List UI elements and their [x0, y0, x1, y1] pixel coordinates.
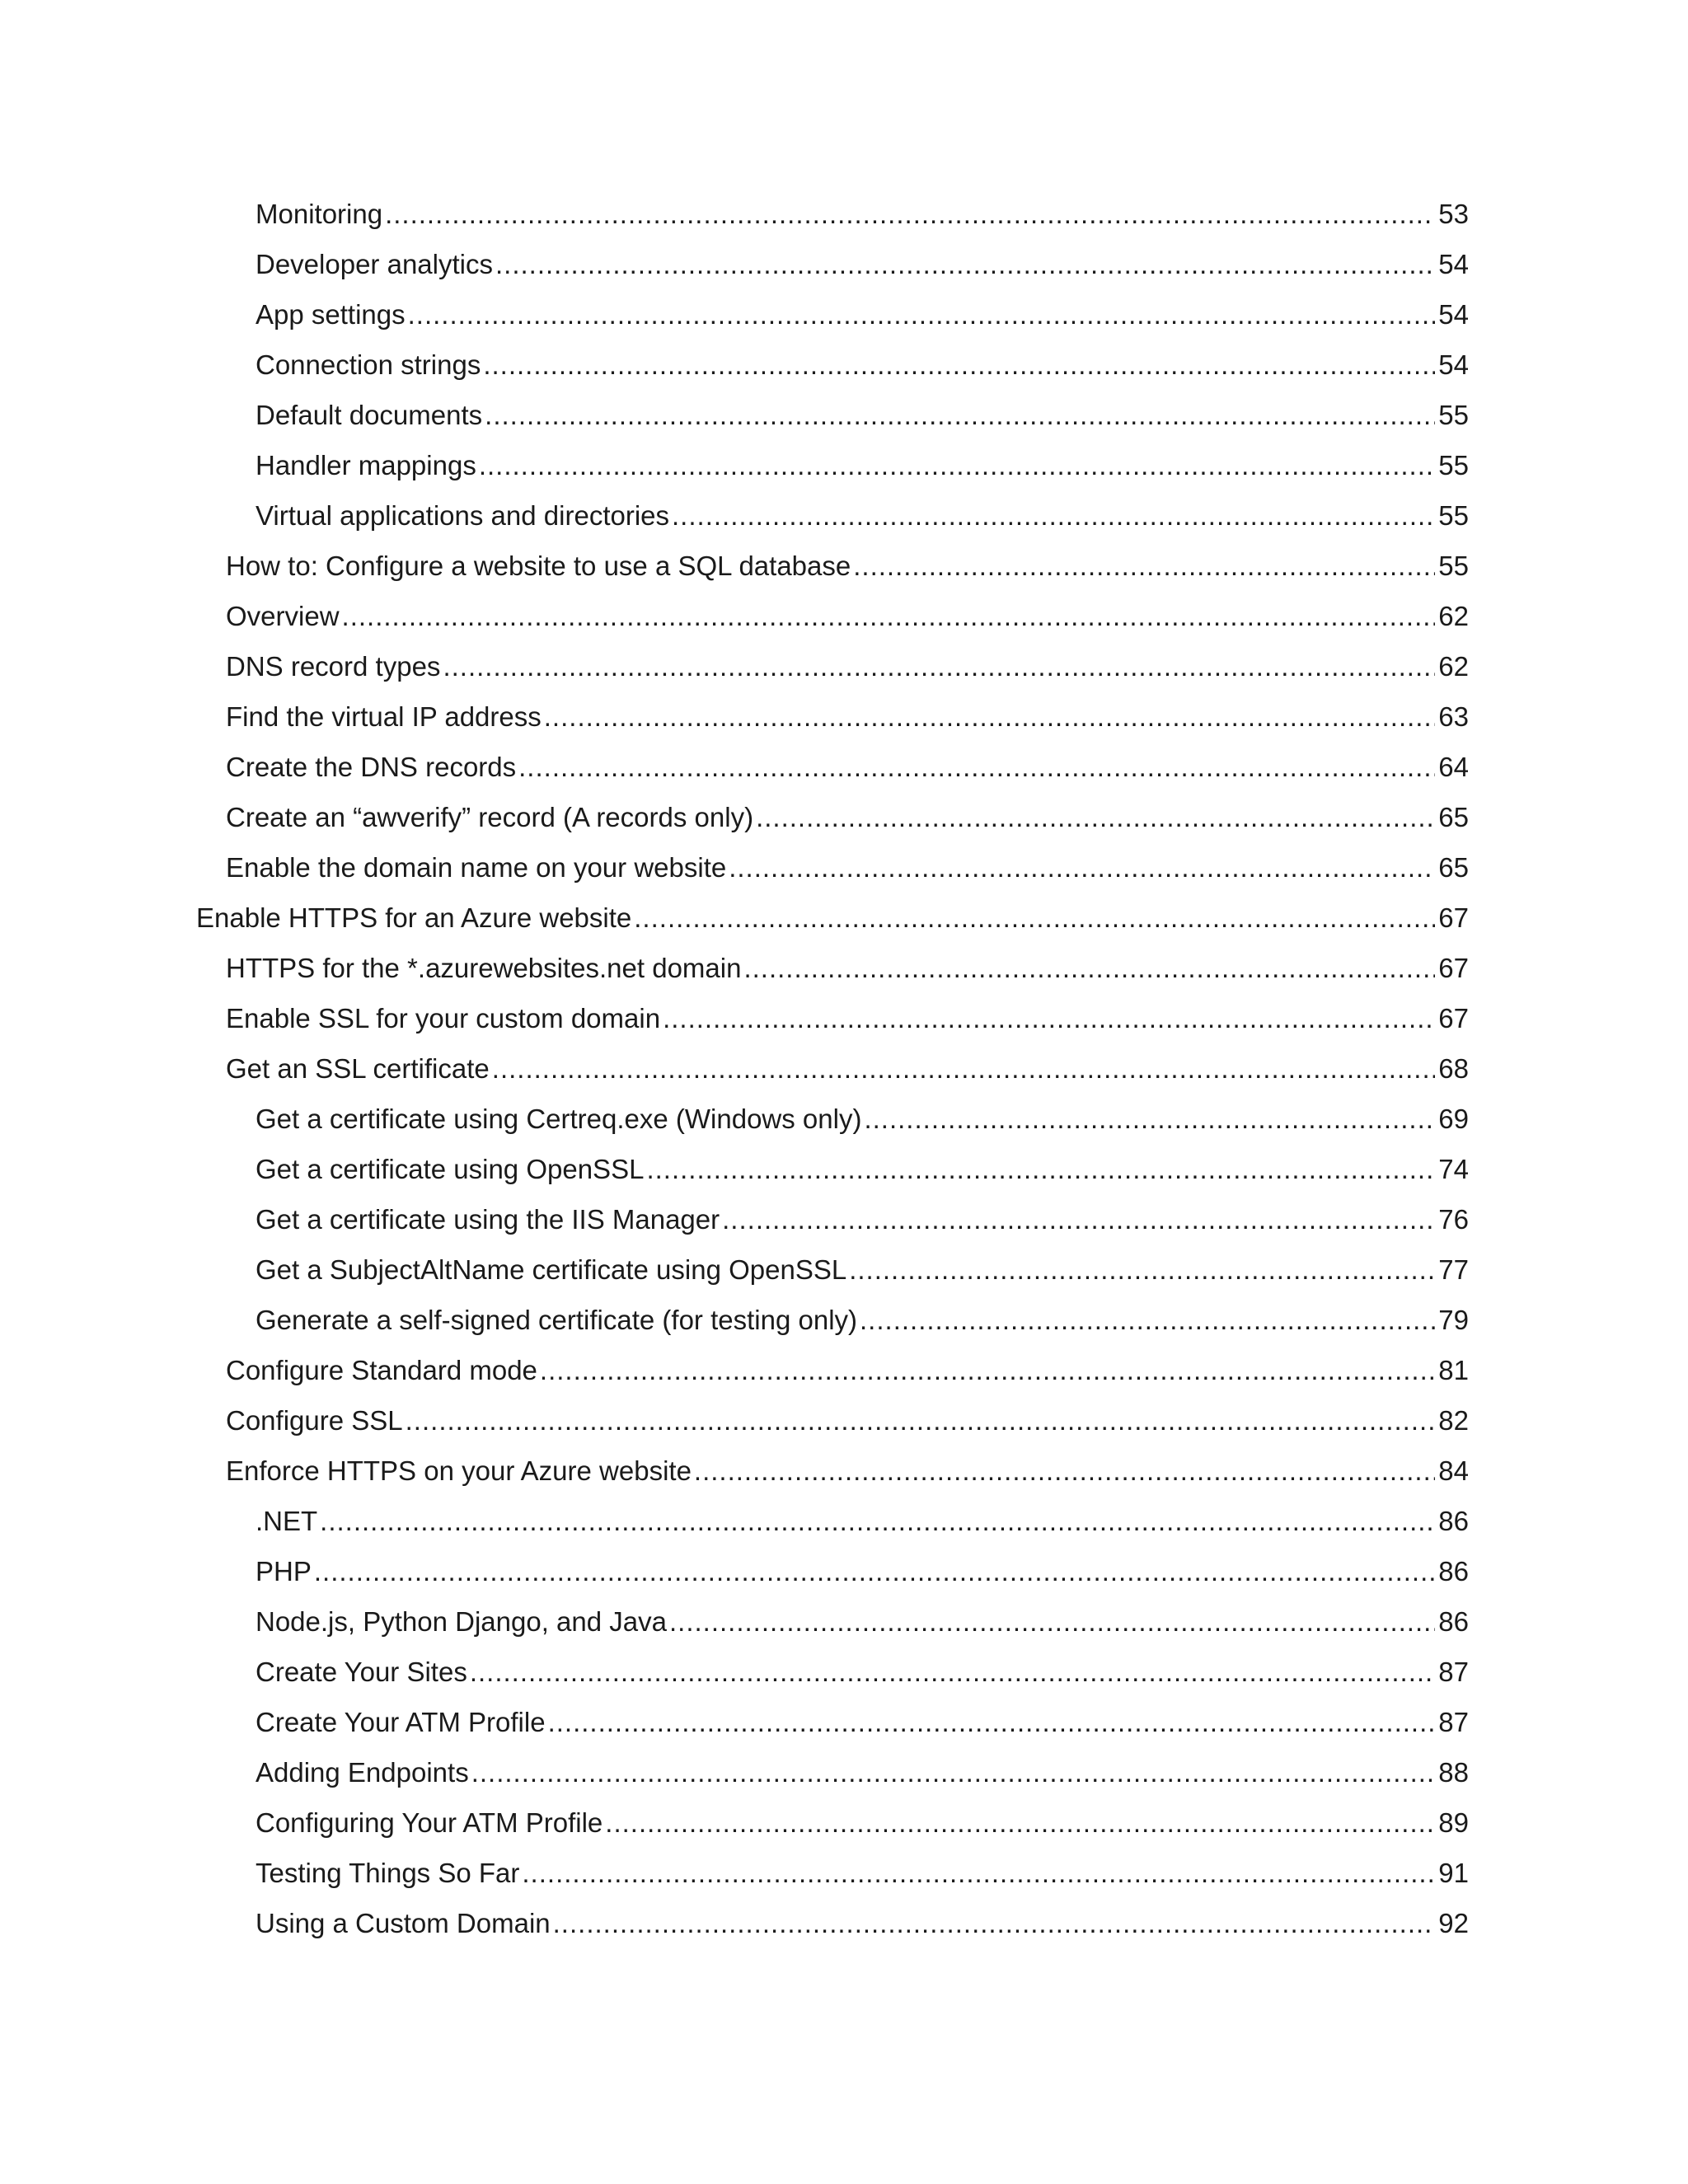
toc-entry-title: Enforce HTTPS on your Azure website [226, 1455, 692, 1486]
toc-entry-page-number: 55 [1438, 450, 1469, 480]
toc-entry[interactable] [256, 340, 1469, 390]
toc-entry[interactable] [226, 993, 1469, 1043]
toc-entry-page-number: 81 [1438, 1355, 1469, 1385]
toc-entry-page-number: 86 [1438, 1556, 1469, 1586]
toc-entry[interactable] [256, 1747, 1469, 1797]
toc-entry-title: Monitoring [256, 199, 383, 229]
toc-entry[interactable] [226, 1446, 1469, 1496]
toc-entry-title: Get a SubjectAltName certificate using OpenSSL [256, 1254, 847, 1285]
toc-dot-leader [864, 1094, 1435, 1144]
toc-entry[interactable] [256, 189, 1469, 239]
toc-entry-title: Create an “awverify” record (A records only) [226, 802, 754, 832]
toc-entry[interactable] [256, 1596, 1469, 1647]
toc-entry-title: Overview [226, 601, 340, 631]
toc-dot-leader [342, 591, 1435, 641]
toc-entry-page-number: 92 [1438, 1908, 1469, 1938]
toc-dot-leader [849, 1244, 1435, 1295]
toc-entry[interactable] [226, 842, 1469, 893]
toc-entry-title: Create the DNS records [226, 752, 517, 782]
toc-entry-page-number: 55 [1438, 500, 1469, 531]
toc-entry-title: DNS record types [226, 651, 441, 682]
toc-dot-leader [470, 1647, 1435, 1697]
toc-entry[interactable] [226, 1395, 1469, 1446]
toc-entry-title: Configuring Your ATM Profile [256, 1807, 603, 1838]
toc-entry[interactable] [256, 390, 1469, 440]
toc-dot-leader [471, 1747, 1435, 1797]
toc-entry[interactable] [256, 289, 1469, 340]
toc-entry[interactable] [226, 1043, 1469, 1094]
toc-entry[interactable] [256, 1094, 1469, 1144]
toc-entry-title: Enable SSL for your custom domain [226, 1003, 661, 1033]
toc-entry[interactable] [256, 490, 1469, 541]
toc-entry-title: Enable HTTPS for an Azure website [196, 902, 632, 933]
toc-entry-title: Get a certificate using Certreq.exe (Windows only) [256, 1104, 862, 1134]
toc-dot-leader [756, 792, 1435, 842]
toc-entry-page-number: 53 [1438, 199, 1469, 229]
toc-dot-leader [544, 691, 1435, 742]
toc-entry-title: Developer analytics [256, 249, 493, 279]
toc-entry-title: Testing Things So Far [256, 1858, 520, 1888]
toc-entry-title: PHP [256, 1556, 312, 1586]
toc-dot-leader [669, 1596, 1435, 1647]
toc-entry-page-number: 82 [1438, 1405, 1469, 1436]
toc-entry-page-number: 68 [1438, 1053, 1469, 1084]
toc-entry-title: Handler mappings [256, 450, 476, 480]
toc-entry-page-number: 65 [1438, 802, 1469, 832]
toc-entry-page-number: 65 [1438, 852, 1469, 883]
toc-dot-leader [492, 1043, 1435, 1094]
toc-entry-title: Configure Standard mode [226, 1355, 537, 1385]
toc-entry[interactable] [226, 792, 1469, 842]
toc-entry-page-number: 54 [1438, 299, 1469, 330]
toc-dot-leader [385, 189, 1435, 239]
toc-entry-title: Enable the domain name on your website [226, 852, 727, 883]
toc-entry-page-number: 64 [1438, 752, 1469, 782]
toc-dot-leader [518, 742, 1435, 792]
toc-entry-title: HTTPS for the *.azurewebsites.net domain [226, 953, 742, 983]
toc-entry-title: Create Your Sites [256, 1657, 467, 1687]
toc-entry-page-number: 74 [1438, 1154, 1469, 1184]
toc-entry-page-number: 55 [1438, 400, 1469, 430]
toc-dot-leader [314, 1546, 1435, 1596]
toc-entry-title: Create Your ATM Profile [256, 1707, 546, 1737]
toc-dot-leader [663, 993, 1435, 1043]
toc-entry[interactable] [226, 591, 1469, 641]
toc-entry[interactable] [256, 1496, 1469, 1546]
toc-entry-title: Default documents [256, 400, 483, 430]
toc-dot-leader [495, 239, 1435, 289]
toc-entry-page-number: 89 [1438, 1807, 1469, 1838]
toc-entry-page-number: 67 [1438, 902, 1469, 933]
toc-entry-title: Adding Endpoints [256, 1757, 469, 1788]
toc-entry[interactable] [226, 541, 1469, 591]
toc-entry-title: How to: Configure a website to use a SQL database [226, 551, 851, 581]
toc-entry-page-number: 86 [1438, 1606, 1469, 1637]
toc-entry-title: App settings [256, 299, 406, 330]
toc-entry-page-number: 77 [1438, 1254, 1469, 1285]
toc-entry[interactable] [256, 1244, 1469, 1295]
toc-dot-leader [406, 1395, 1435, 1446]
toc-entry[interactable] [256, 1144, 1469, 1194]
toc-entry-title: Generate a self-signed certificate (for testing only) [256, 1305, 858, 1335]
toc-entry-title: Configure SSL [226, 1405, 403, 1436]
toc-entry-page-number: 91 [1438, 1858, 1469, 1888]
toc-entry[interactable] [226, 742, 1469, 792]
toc-entry[interactable] [226, 943, 1469, 993]
toc-entry[interactable] [196, 893, 1469, 943]
toc-dot-leader [672, 490, 1435, 541]
toc-entry-page-number: 86 [1438, 1506, 1469, 1536]
toc-entry[interactable] [226, 691, 1469, 742]
toc-entry-title: .NET [256, 1506, 318, 1536]
toc-dot-leader [483, 340, 1435, 390]
toc-dot-leader [408, 289, 1435, 340]
toc-entry-page-number: 67 [1438, 1003, 1469, 1033]
toc-entry[interactable] [256, 1647, 1469, 1697]
toc-entry-page-number: 63 [1438, 701, 1469, 732]
toc-entry-page-number: 84 [1438, 1455, 1469, 1486]
toc-dot-leader [722, 1194, 1435, 1244]
toc-dot-leader [485, 390, 1435, 440]
toc-entry-page-number: 79 [1438, 1305, 1469, 1335]
toc-entry[interactable] [256, 1295, 1469, 1345]
toc-dot-leader [320, 1496, 1435, 1546]
toc-entry[interactable] [226, 1345, 1469, 1395]
toc-entry-title: Get a certificate using the IIS Manager [256, 1204, 720, 1235]
toc-entry-page-number: 76 [1438, 1204, 1469, 1235]
toc-dot-leader [479, 440, 1435, 490]
toc-entry-title: Node.js, Python Django, and Java [256, 1606, 667, 1637]
toc-entry-page-number: 67 [1438, 953, 1469, 983]
toc-dot-leader [646, 1144, 1435, 1194]
toc-entry[interactable] [256, 1194, 1469, 1244]
toc-entry[interactable] [256, 1797, 1469, 1848]
toc-dot-leader [522, 1848, 1435, 1898]
toc-dot-leader [540, 1345, 1435, 1395]
toc-entry-page-number: 54 [1438, 349, 1469, 380]
toc-entry[interactable] [256, 1898, 1469, 1948]
toc-entry[interactable] [256, 239, 1469, 289]
toc-entry-page-number: 54 [1438, 249, 1469, 279]
toc-entry[interactable] [256, 1848, 1469, 1898]
toc-entry-title: Find the virtual IP address [226, 701, 542, 732]
toc-entry[interactable] [256, 1697, 1469, 1747]
toc-entry-page-number: 62 [1438, 601, 1469, 631]
toc-entry-page-number: 87 [1438, 1707, 1469, 1737]
toc-dot-leader [743, 943, 1435, 993]
toc-entry-title: Get a certificate using OpenSSL [256, 1154, 645, 1184]
toc-entry-page-number: 62 [1438, 651, 1469, 682]
toc-dot-leader [729, 842, 1435, 893]
toc-dot-leader [443, 641, 1435, 691]
toc-dot-leader [860, 1295, 1435, 1345]
toc-dot-leader [548, 1697, 1435, 1747]
toc-entry-title: Connection strings [256, 349, 481, 380]
toc-entry-page-number: 55 [1438, 551, 1469, 581]
toc-entry[interactable] [226, 641, 1469, 691]
toc-entry[interactable] [256, 1546, 1469, 1596]
toc-entry-title: Virtual applications and directories [256, 500, 670, 531]
toc-dot-leader [634, 893, 1435, 943]
toc-entry[interactable] [256, 440, 1469, 490]
toc-dot-leader [853, 541, 1435, 591]
toc-entry-page-number: 87 [1438, 1657, 1469, 1687]
toc-entry-page-number: 69 [1438, 1104, 1469, 1134]
toc-entry-title: Get an SSL certificate [226, 1053, 490, 1084]
toc-dot-leader [605, 1797, 1435, 1848]
toc-dot-leader [553, 1898, 1435, 1948]
toc-dot-leader [694, 1446, 1435, 1496]
toc-entry-title: Using a Custom Domain [256, 1908, 551, 1938]
toc-entry-page-number: 88 [1438, 1757, 1469, 1788]
